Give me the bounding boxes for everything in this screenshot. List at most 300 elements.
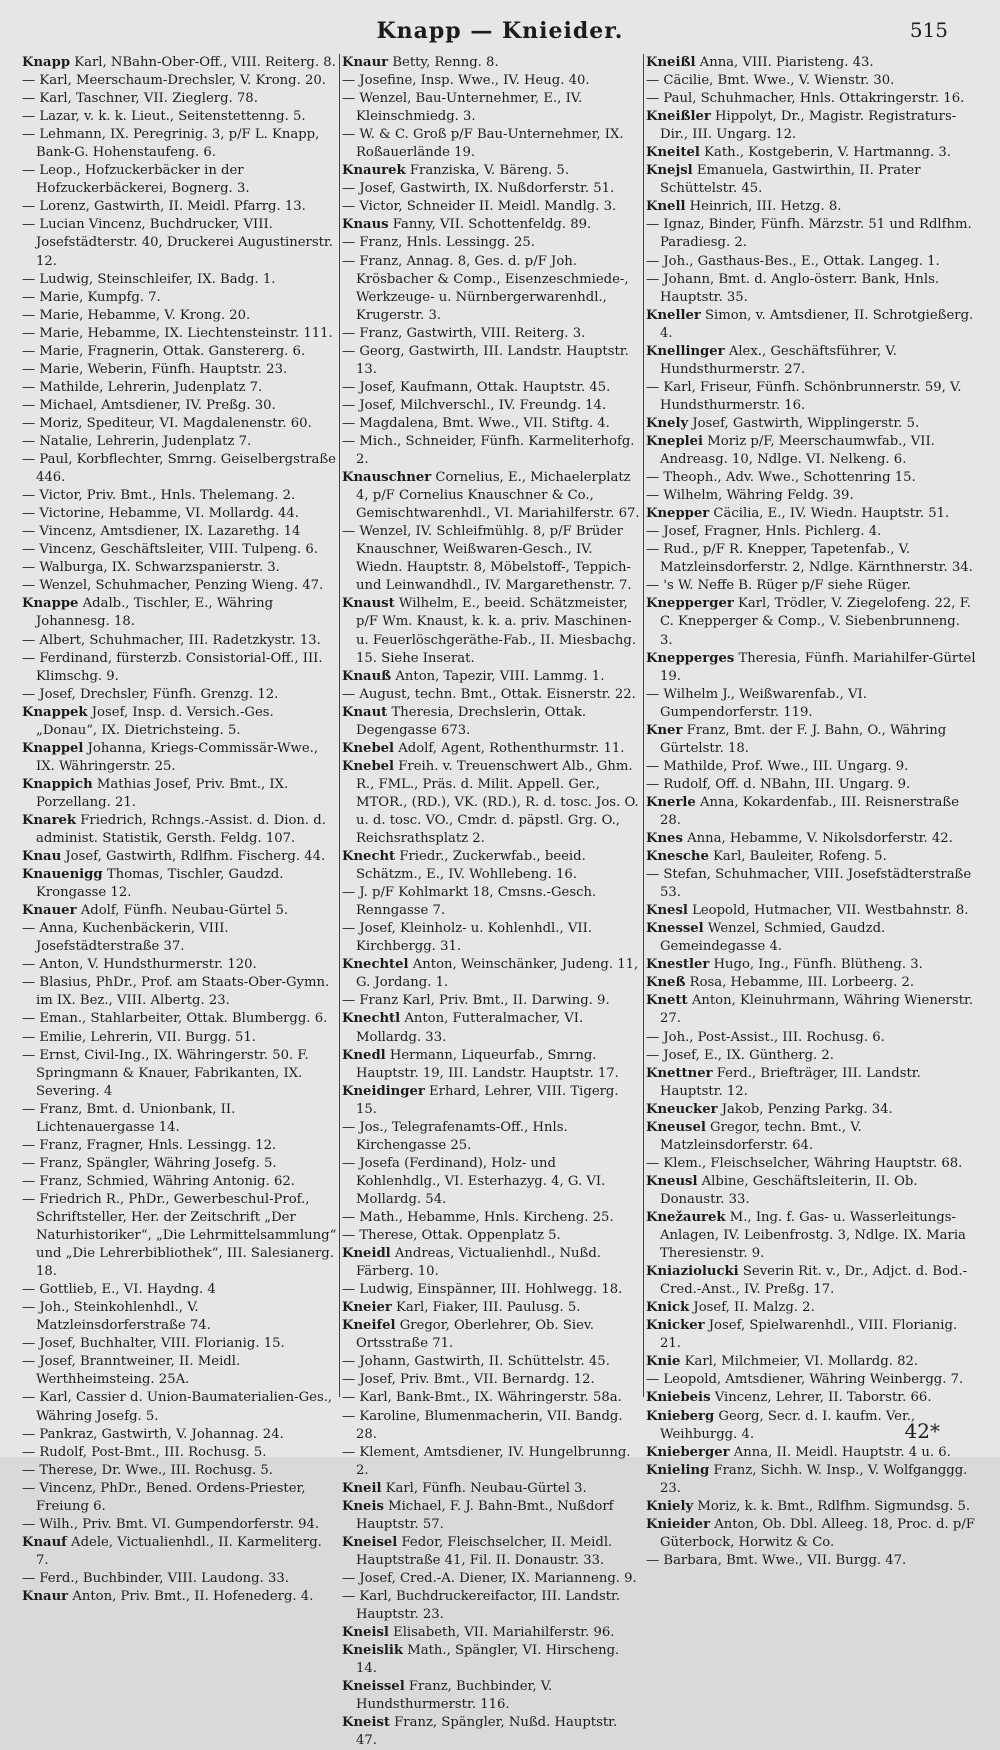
entry-surname: Knapp [22,55,71,70]
entry-details: Josef, Gastwirth, Rdlfhm. Fischerg. 44. [61,849,326,865]
entry-details: — Marie, Hebamme, IX. Liechtensteinstr. 111. [22,325,333,341]
entry-details: Anna, II. Meidl. Hauptstr. 4 u. 6. [729,1444,951,1460]
entry-details: — 's W. Neffe B. Rüger p/F siehe Rüger. [646,578,911,594]
directory-entry [22,650,338,686]
entry-details: Freih. v. Treuenschwert Alb., Ghm. R., FML., Präs. d. Milit. Appell. Ger., MTOR., (RD.), VK. (RD.), R. d. tosc. Jos. O. u. d. tosc. VO., Cmdr. d. päpstl. Grg. O., Reichsrathsplatz 2. [356,758,639,847]
entry-details: Hermann, Liqueurfab., Smrng. Hauptstr. 19, III. Landstr. Hauptstr. 17. [356,1047,619,1081]
entry-surname: Kneil [342,1480,382,1496]
directory-entry [646,433,976,469]
entry-surname: Knie [646,1354,681,1370]
entry-details: Josef, II. Malzg. 2. [689,1300,815,1316]
directory-entry [22,632,338,650]
directory-entry [22,307,338,325]
directory-entry [342,1209,642,1227]
entry-details: — Marie, Weberin, Fünfh. Hauptstr. 23. [22,361,288,377]
entry-details: Leopold, Hutmacher, VII. Westbahnstr. 8. [687,903,969,919]
entry-details: — Karl, Meerschaum-Drechsler, V. Krong. 20. [22,73,326,89]
entry-details: Cäcilia, E., IV. Wiedn. Hauptstr. 51. [709,506,950,522]
entry-details: — Klement, Amtsdiener, IV. Hungelbrunng. 2. [342,1444,631,1478]
directory-entry [646,577,976,595]
entry-details: — Leop., Hofzuckerbäcker in der Hofzuckerbäckerei, Bognerg. 3. [22,163,250,197]
entry-details: — Lorenz, Gastwirth, II. Meidl. Pfarrg. 13. [22,199,306,215]
directory-entry [342,523,642,595]
page-number: 515 [909,18,948,42]
running-head: Knapp — Knieider. [376,18,624,44]
entry-details: Andreas, Victualienhdl., Nußd. Färberg. 10. [356,1246,601,1280]
directory-entry [646,830,976,848]
directory-entry [22,1462,338,1480]
entry-details: Karl, Trödler, V. Ziegelofeng. 22, F. C. Knepperger & Comp., V. Siebenbrunneng. 3. [660,596,971,648]
directory-entry [22,126,338,162]
directory-entry [342,1047,642,1083]
directory-entry [342,1570,642,1588]
directory-entry [342,216,642,234]
directory-entry [646,1173,976,1209]
directory-entry [646,1209,976,1263]
directory-entry [646,343,976,379]
entry-surname: Knaurek [342,163,406,179]
entry-details: — Paul, Schuhmacher, Hnls. Ottakringerstr. 16. [646,91,965,107]
directory-entry [646,469,976,487]
entry-details: — Ludwig, Steinschleifer, IX. Badg. 1. [22,271,276,287]
directory-entry [646,920,976,956]
entry-surname: Knettner [646,1065,713,1081]
entry-details: — Vincenz, Geschäftsleiter, VIII. Tulpeng. 6. [22,542,318,558]
entry-surname: Kneidinger [342,1083,425,1099]
entry-surname: Kneisl [342,1625,389,1641]
entry-details: Theresia, Fünfh. Mariahilfer-Gürtel 19. [660,650,976,684]
entry-details: — Georg, Gastwirth, III. Landstr. Hauptstr. 13. [342,343,629,377]
entry-details: Alex., Geschäftsführer, V. Hundsthurmerstr. 27. [660,343,897,377]
directory-entry [646,722,976,758]
entry-details: — Vincenz, Amtsdiener, IX. Lazarethg. 14 [22,524,301,540]
entry-surname: Knaur [22,1588,69,1604]
entry-details: — Cäcilie, Bmt. Wwe., V. Wienstr. 30. [646,73,895,89]
entry-details: — Ferd., Buchbinder, VIII. Laudong. 33. [22,1570,289,1586]
entry-details: Adolf, Fünfh. Neubau-Gürtel 5. [76,903,289,919]
directory-entry [22,974,338,1010]
directory-entry [646,848,976,866]
entry-surname: Kneusl [646,1173,698,1189]
entry-details: Hugo, Ing., Fünfh. Blütheng. 3. [709,957,923,973]
entry-details: Friedr., Zuckerwfab., beeid. Schätzm., E., IV. Wohllebeng. 16. [356,849,586,883]
directory-entry [646,1462,976,1498]
directory-entry [22,271,338,289]
entry-details: Friedrich, Rchngs.-Assist. d. Dion. d. administ. Statistik, Gersth. Feldg. 107. [36,812,326,847]
entry-details: Cornelius, E., Michaelerplatz 4, p/F Cornelius Knauschner & Co., Gemischtwarenhdl., VI. Mariahilferstr. 67. [356,470,640,522]
directory-entry [22,1516,338,1534]
directory-entry [22,361,338,379]
directory-entry [342,704,642,740]
entry-surname: Knebel [342,740,395,756]
entry-details: Fanny, VII. Schottenfeldg. 89. [388,217,592,233]
entry-surname: Knecht [342,849,396,865]
entry-surname: Knieider [646,1516,711,1532]
directory-entry [646,415,976,433]
directory-entry [646,595,976,649]
entry-details: — Josef, Priv. Bmt., VII. Bernardg. 12. [342,1372,595,1388]
entry-surname: Kneitel [646,145,700,161]
entry-details: — Karl, Cassier d. Union-Baumaterialien-Ges., Währing Josefg. 5. [22,1390,333,1424]
entry-details: — Klem., Fleischselcher, Währing Hauptstr. 68. [646,1155,963,1171]
directory-entry [646,1029,976,1047]
directory-entry [342,253,642,325]
entry-details: — Rud., p/F R. Knepper, Tapetenfab., V. Matzleinsdorferstr. 2, Ndlge. Kärnthnerstr. 34. [646,542,973,576]
directory-entry [22,595,338,631]
directory-entry [342,686,642,704]
entry-surname: Knestler [646,957,710,973]
entry-details: — Josef, Cred.-A. Diener, IX. Marianneng. 9. [342,1570,637,1586]
entry-details: Betty, Renng. 8. [388,55,499,70]
entry-surname: Knauenigg [22,867,103,883]
entry-details: Gregor, techn. Bmt., V. Matzleinsdorferstr. 64. [660,1119,862,1153]
entry-details: — Emilie, Lehrerin, VII. Burgg. 51. [22,1029,256,1045]
entry-details: — Lazar, v. k. k. Lieut., Seitenstettenng. 5. [22,109,306,125]
directory-entry [22,451,338,487]
entry-details: Moriz p/F, Meerschaumwfab., VII. Andreasg. 10, Ndlge. VI. Nelkeng. 6. [660,433,935,468]
entry-details: Vincenz, Lehrer, II. Taborstr. 66. [710,1390,932,1406]
directory-entry [342,198,642,216]
entry-details: Franz, Buchbinder, V. Hundsthurmerstr. 116. [356,1679,553,1713]
column-3 [646,54,976,1568]
directory-entry [22,577,338,595]
entry-details: — Karoline, Blumenmacherin, VII. Bandg. 28. [342,1408,623,1442]
directory-entry [22,1299,338,1335]
directory-entry [342,1317,642,1353]
entry-details: Karl, Fünfh. Neubau-Gürtel 3. [381,1480,587,1496]
entry-surname: Knely [646,415,689,431]
directory-entry [342,1227,642,1245]
entry-details: Anton, Kleinuhrmann, Währing Wienerstr. 27. [660,993,974,1027]
directory-entry [22,776,338,812]
entry-details: Josef, Spielwarenhdl., VIII. Florianig. 21. [660,1318,958,1352]
entry-details: Franz, Spängler, Nußd. Hauptstr. 47. [356,1715,618,1749]
directory-entry [22,1534,338,1570]
entry-details: Heinrich, III. Hetzg. 8. [685,199,842,215]
directory-entry [646,307,976,343]
entry-details: — Barbara, Bmt. Wwe., VII. Burgg. 47. [646,1552,907,1568]
directory-entry [22,1426,338,1444]
entry-surname: Kniely [646,1498,694,1514]
entry-surname: Knepperger [646,596,734,612]
directory-entry [22,397,338,415]
directory-entry [342,1498,642,1534]
directory-entry [342,415,642,433]
directory-entry [22,505,338,523]
entry-details: — Marie, Kumpfg. 7. [22,289,161,305]
directory-entry [342,1588,642,1624]
entry-details: — Stefan, Schuhmacher, VIII. Josefstädterstraße 53. [646,867,972,901]
entry-details: — Karl, Bank-Bmt., IX. Währingerstr. 58a. [342,1390,622,1406]
entry-surname: Knell [646,199,686,215]
entry-details: — Wilhelm, Währing Feldg. 39. [646,488,854,504]
entry-surname: Knerle [646,794,696,810]
directory-entry [22,1335,338,1353]
entry-details: — W. & C. Groß p/F Bau-Unternehmer, IX. Roßauerlände 19. [342,127,624,161]
entry-details: — Franz, Schmied, Währing Antonig. 62. [22,1173,295,1189]
directory-entry [646,794,976,830]
entry-details: — Marie, Fragnerin, Ottak. Ganstererg. 6. [22,343,306,359]
directory-entry [22,72,338,90]
entry-details: — Josefa (Ferdinand), Holz- und Kohlenhdlg., VI. Esterhazyg. 4, G. VI. Mollardg. 54. [342,1155,606,1207]
directory-entry [342,1299,642,1317]
directory-entry [342,956,642,992]
entry-surname: Knaust [342,596,395,612]
entry-surname: Knepper [646,506,710,522]
entry-surname: Knes [646,831,683,847]
entry-surname: Knaur [342,55,389,70]
directory-entry [646,72,976,90]
entry-surname: Kneier [342,1300,392,1316]
directory-entry [22,1029,338,1047]
directory-entry [646,1047,976,1065]
entry-surname: Kneislik [342,1643,404,1659]
directory-entry [646,1389,976,1407]
directory-entry [646,487,976,505]
directory-entry [342,325,642,343]
entry-surname: Kneß [646,975,686,991]
entry-details: Kath., Kostgeberin, V. Hartmanng. 3. [699,145,951,161]
entry-details: Elisabeth, VII. Mariahilferstr. 96. [388,1625,615,1641]
directory-entry [646,1444,976,1462]
directory-entry [646,758,976,776]
entry-details: — Josef, Fragner, Hnls. Pichlerg. 4. [646,524,882,540]
directory-entry [342,433,642,469]
directory-entry [342,1010,642,1046]
entry-details: — Franz, Gastwirth, VIII. Reiterg. 3. [342,325,586,341]
entry-surname: Kner [646,722,683,738]
entry-surname: Knaut [342,704,388,720]
entry-details: — Josef, Kaufmann, Ottak. Hauptstr. 45. [342,379,611,395]
directory-entry [22,1155,338,1173]
directory-entry [342,1281,642,1299]
entry-surname: Knebel [342,758,395,774]
entry-surname: Knauf [22,1534,67,1550]
entry-details: Thomas, Tischler, Gaudzd. Krongasse 12. [36,867,284,901]
entry-details: Franz, Bmt. der F. J. Bahn, O., Währing Gürtelstr. 18. [660,722,947,756]
directory-entry [22,108,338,126]
entry-details: — Karl, Taschner, VII. Zieglerg. 78. [22,91,258,107]
entry-surname: Kniaziolucki [646,1264,739,1280]
entry-details: — August, techn. Bmt., Ottak. Eisnerstr. 22. [342,686,636,702]
entry-details: — Albert, Schuhmacher, III. Radetzkystr. 13. [22,632,321,648]
directory-entry [342,1119,642,1155]
entry-surname: Kniebeis [646,1390,711,1406]
entry-details: — Paul, Korbflechter, Smrng. Geiselbergstraße 446. [22,452,336,486]
directory-entry [22,433,338,451]
entry-details: — Michael, Amtsdiener, IV. Preßg. 30. [22,397,276,413]
directory-entry [22,379,338,397]
directory-entry [646,1263,976,1299]
directory-entry [22,848,338,866]
entry-details: Michael, F. J. Bahn-Bmt., Nußdorf Hauptstr. 57. [356,1498,614,1532]
entry-details: Gregor, Oberlehrer, Ob. Siev. Ortsstraße 71. [356,1318,594,1352]
directory-entry [646,162,976,198]
directory-entry [22,90,338,108]
directory-entry [22,1389,338,1425]
directory-entry [342,595,642,667]
entry-surname: Knaus [342,217,389,233]
directory-entry [342,740,642,758]
directory-entry [342,1480,642,1498]
entry-details: — Blasius, PhDr., Prof. am Staats-Ober-Gymn. im IX. Bez., VIII. Albertg. 23. [22,975,330,1009]
directory-entry [22,541,338,559]
entry-surname: Knieling [646,1462,710,1478]
directory-entry [22,1101,338,1137]
directory-entry [342,180,642,198]
entry-surname: Kneißler [646,109,711,125]
signature-mark: 42* [904,1419,940,1443]
entry-surname: Kneißl [646,55,696,70]
entry-details: Anton, Ob. Dbl. Alleeg. 18, Proc. d. p/F Güterbock, Horwitz & Co. [660,1516,975,1550]
entry-details: — Franz, Hnls. Lessingg. 25. [342,235,535,251]
directory-entry [646,974,976,992]
directory-entry [646,902,976,920]
entry-surname: Kneplei [646,433,704,449]
entry-details: — Johann, Bmt. d. Anglo-österr. Bank, Hnls. Hauptstr. 35. [646,271,940,305]
directory-entry [646,1552,976,1570]
entry-surname: Knedl [342,1047,386,1063]
directory-entry [646,54,976,72]
entry-details: Adalb., Tischler, E., Währing Johannesg. 18. [36,596,274,630]
entry-details: Anna, Kokardenfab., III. Reisnerstraße 28. [660,794,960,828]
entry-surname: Kneisel [342,1534,398,1550]
entry-surname: Knauß [342,668,392,684]
entry-details: Theresia, Drechslerin, Ottak. Degengasse 673. [356,704,587,738]
entry-details: — Franz Karl, Priv. Bmt., II. Darwing. 9. [342,993,610,1009]
directory-entry [22,1570,338,1588]
directory-entry [646,523,976,541]
directory-entry [646,1155,976,1173]
entry-details: M., Ing. f. Gas- u. Wasserleitungs-Anlagen, IV. Leibenfrostg. 3, Ndlge. IX. Maria Theresienstr. 9. [660,1210,966,1262]
directory-entry [646,271,976,307]
page-header [0,0,1000,52]
directory-entry [342,1353,642,1371]
directory-entry [646,541,976,577]
directory-entry [342,234,642,252]
entry-details: Karl, Fiaker, III. Paulusg. 5. [391,1300,581,1316]
entry-details: — Franz, Fragner, Hnls. Lessingg. 12. [22,1137,277,1153]
entry-surname: Knechtel [342,957,409,973]
directory-entry [646,686,976,722]
directory-entry [342,992,642,1010]
entry-details: — Franz, Bmt. d. Unionbank, II. Lichtenauergasse 14. [22,1101,236,1135]
entry-details: — Josef, Milchverschl., IV. Freundg. 14. [342,397,607,413]
directory-entry [22,1173,338,1191]
entry-details: — Jos., Telegrafenamts-Off., Hnls. Kirchengasse 25. [342,1119,568,1153]
directory-entry [22,866,338,902]
directory-entry [342,1389,642,1407]
directory-entry [342,1678,642,1714]
directory-entry [646,90,976,108]
entry-surname: Knicker [646,1318,705,1334]
entry-details: — Walburga, IX. Schwarzspanierstr. 3. [22,560,280,576]
directory-entry [22,1047,338,1101]
directory-entry [342,1155,642,1209]
directory-entry [22,1480,338,1516]
entry-details: — Mathilde, Lehrerin, Judenplatz 7. [22,379,263,395]
entry-details: — Eman., Stahlarbeiter, Ottak. Blumbergg. 6. [22,1011,328,1027]
directory-entry [646,1119,976,1155]
directory-entry [22,1353,338,1389]
entry-details: — Joh., Gasthaus-Bes., E., Ottak. Langeg. 1. [646,253,940,269]
entry-details: — Pankraz, Gastwirth, V. Johannag. 24. [22,1426,284,1442]
entry-details: — Joh., Post-Assist., III. Rochusg. 6. [646,1029,885,1045]
entry-details: — Victor, Priv. Bmt., Hnls. Thelemang. 2. [22,488,296,504]
entry-details: — Friedrich R., PhDr., Gewerbeschul-Prof., Schriftsteller, Her. der Zeitschrift „Der Naturhistoriker“, „Die Lehrmittelsammlung“ und „Die Lehrerbibliothek“, III. Salesianerg. 18. [22,1191,337,1280]
entry-details: — Wilh., Priv. Bmt. VI. Gumpendorferstr. 94. [22,1516,320,1532]
directory-entry [22,956,338,974]
directory-entry [342,90,642,126]
entry-details: — Ignaz, Binder, Fünfh. Märzstr. 51 und Rdlfhm. Paradiesg. 2. [646,217,972,251]
directory-entry [646,1353,976,1371]
entry-details: — Mich., Schneider, Fünfh. Karmeliterhofg. 2. [342,433,635,468]
entry-details: Fedor, Fleischselcher, II. Meidl. Hauptstraße 41, Fil. II. Donaustr. 33. [356,1534,613,1568]
directory-entry [22,325,338,343]
entry-details: Adolf, Agent, Rothenthurmstr. 11. [394,740,625,756]
entry-details: Franz, Sichh. W. Insp., V. Wolfganggg. 23. [660,1462,968,1496]
entry-details: — Johann, Gastwirth, II. Schüttelstr. 45. [342,1354,610,1370]
entry-surname: Knappe [22,596,79,612]
entry-details: Hippolyt, Dr., Magistr. Registraturs-Dir., III. Ungarg. 12. [660,109,957,143]
entry-details: Anna, Hebamme, V. Nikolsdorferstr. 42. [682,831,953,847]
entry-details: — Lucian Vincenz, Buchdrucker, VIII. Josefstädterstr. 40, Druckerei Augustinerstr. 12. [22,217,333,269]
entry-surname: Knepperges [646,650,735,666]
entry-details: — Rudolf, Post-Bmt., III. Rochusg. 5. [22,1444,267,1460]
entry-details: — Karl, Friseur, Fünfh. Schönbrunnerstr. 59, V. Hundsthurmerstr. 16. [646,379,962,413]
entry-surname: Knežaurek [646,1210,726,1225]
entry-surname: Kneissel [342,1679,405,1695]
entry-details: Franziska, V. Bäreng. 5. [405,163,570,179]
directory-entry [342,1534,642,1570]
directory-entry [22,1137,338,1155]
entry-surname: Kneifel [342,1318,396,1334]
directory-entry [646,1065,976,1101]
directory-entry [646,505,976,523]
entry-details: — Josef, Gastwirth, IX. Nußdorferstr. 51. [342,181,615,197]
entry-surname: Knechtl [342,1011,401,1027]
entry-details: Math., Spängler, VI. Hirscheng. 14. [356,1643,620,1677]
directory-entry [22,1191,338,1281]
directory-entry [342,848,642,884]
directory-entry [342,379,642,397]
entry-details: Josef, Gastwirth, Wipplingerstr. 5. [688,415,920,431]
entry-details: — Natalie, Lehrerin, Judenplatz 7. [22,433,252,449]
entry-details: — Rudolf, Off. d. NBahn, III. Ungarg. 9. [646,776,911,792]
entry-surname: Knappek [22,704,88,720]
entry-surname: Knessel [646,921,704,937]
directory-entry [22,289,338,307]
entry-details: Jakob, Penzing Parkg. 34. [717,1101,893,1117]
directory-entry [342,126,642,162]
entry-surname: Knappel [22,740,84,756]
directory-entry [22,162,338,198]
directory-entry [342,920,642,956]
directory-entry [646,108,976,144]
entry-details: — Wenzel, Schuhmacher, Penzing Wieng. 47. [22,578,324,594]
directory-entry [342,1642,642,1678]
entry-surname: Knieberger [646,1444,730,1460]
directory-entry [22,920,338,956]
entry-surname: Knappich [22,776,93,792]
entry-details: — Josef, E., IX. Güntherg. 2. [646,1047,834,1063]
directory-entry [646,1371,976,1389]
directory-entry [646,253,976,271]
directory-entry [22,740,338,776]
entry-surname: Knauer [22,903,77,919]
entry-details: Anton, Weinschänker, Judeng. 11, G. Jordang. 1. [356,957,639,991]
entry-details: Simon, v. Amtsdiener, II. Schrotgießerg. 4. [660,307,974,341]
